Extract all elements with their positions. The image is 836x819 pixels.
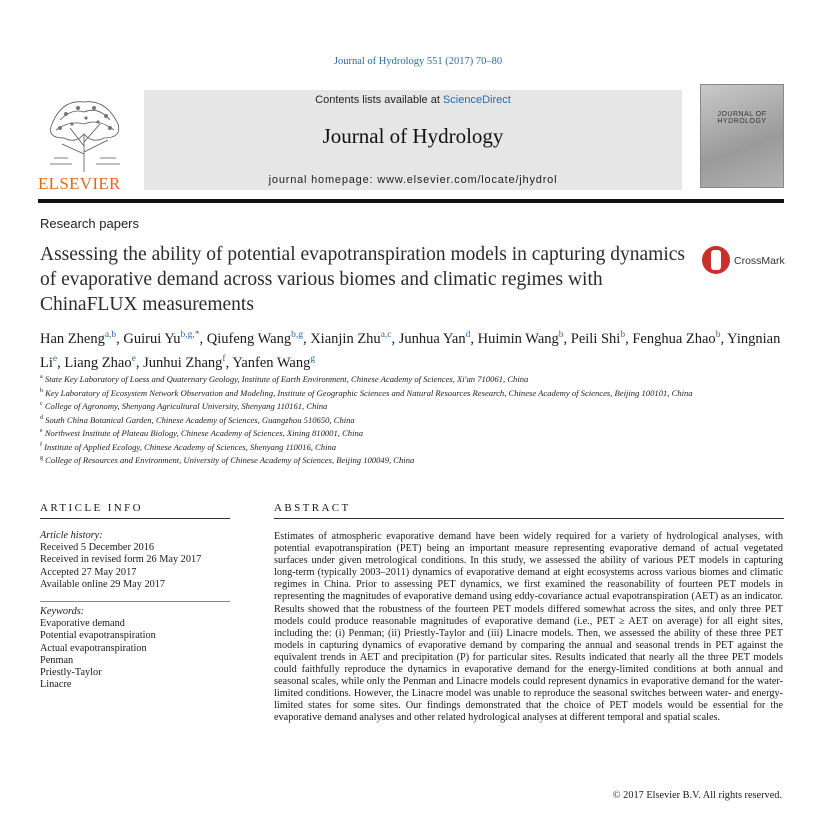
affiliation-text: South China Botanical Garden, Chinese Academy of Sciences, Guangzhou 510650, China — [45, 414, 355, 425]
affiliation-item — [40, 440, 784, 454]
abstract-top-rule — [274, 518, 784, 519]
publisher-wordmark: ELSEVIER — [38, 174, 121, 193]
author-affiliation-marker[interactable]: e — [131, 353, 136, 364]
journal-cover-image[interactable] — [700, 84, 784, 188]
cover-title — [701, 111, 783, 125]
affiliation-item — [40, 413, 784, 427]
keyword-item: Priestly-Taylor — [40, 667, 102, 679]
author-affiliation-marker[interactable]: b — [558, 330, 564, 340]
cover-text-line-1: JOURNAL OF — [717, 111, 767, 118]
author-affiliation-marker[interactable]: d — [465, 330, 471, 340]
article-section: Research papers — [40, 216, 139, 231]
affiliation-item — [40, 453, 784, 467]
author-name[interactable]: Han Zheng — [40, 330, 105, 347]
author-separator: , — [199, 330, 207, 347]
keywords-label: Keywords: — [40, 606, 85, 617]
journal-homepage-link[interactable]: journal homepage: www.elsevier.com/locate/jhydrol — [268, 174, 558, 186]
affiliation-key: a — [40, 374, 43, 380]
keyword-item: Actual evapotranspiration — [40, 642, 147, 654]
author-name[interactable]: Huimin Wang — [477, 330, 559, 347]
author-affiliation-marker[interactable]: a,c — [380, 330, 392, 340]
affiliation-text: College of Agronomy, Shenyang Agricultural University, Shenyang 110161, China — [44, 400, 328, 411]
article-history — [40, 530, 230, 591]
copyright-notice: © 2017 Elsevier B.V. All rights reserved. — [612, 790, 782, 801]
affiliation-item — [40, 372, 784, 386]
author-separator: , — [391, 330, 399, 347]
affiliation-key: c — [40, 401, 43, 408]
author-name[interactable]: Junhui Zhang — [143, 354, 223, 371]
author-affiliation-marker[interactable]: b — [620, 330, 626, 340]
abstract-text: Estimates of atmospheric evaporative demand have been widely required for a variety of hydrological analyses, with potential evapotranspiration (PET) being an important measure representing evaporative demand of actual vegetated surfaces under given metrological conditions. In this study, we assessed the ability of various PET models in capturing long-term (typically 2003–2011) dynamics of evaporative demand at eight ecosystems across various biomes and climatic regimes in China. Prior to assessing PET dynamics, we first examined the reasonability of fourteen PET models in representing the magnitudes of evaporative demand using eddy-covariance actual evapotranspiration (AET) as an indicator. Results showed that the robustness of the fourteen PET models differed somewhat across the sites, and only three PET models could produce reasonable magnitudes of evaporative demand (i.e., PET ≥ AET on average) for all eight sites, including the: (i) Penman; (ii) Priestly-Taylor and (iii) Linacre models. Then, we assessed the ability of these three PET models in capturing dynamics of evaporative demand by comparing the annual and seasonal trends in PET against the equivalent trends in AET and precipitation (P) for particular sites. Results indicated that nearly all the three PET models could faithfully reproduce the dynamics in evaporative demand for the energy-limited conditions at both annual and seasonal scales, while only the Penman and Linacre models could represent dynamics in evaporative demand for the water-limited conditions. However, the Linacre model was unable to reproduce the seasonal switches between water- and energy-limited states for some sites. Our findings demonstrated that the choice of PET models would be essential for the evaporative demand analyses and other related hydrological analyses at different temporal and spatial scales. — [274, 531, 783, 724]
history-item: Available online 29 May 2017 — [40, 578, 166, 590]
author-separator: , — [116, 330, 124, 347]
author-affiliation-marker[interactable]: e — [52, 353, 58, 364]
history-item: Received in revised form 26 May 2017 — [40, 554, 202, 566]
affiliation-text: State Key Laboratory of Loess and Quaternary Geology, Institute of Earth Environment, Chinese Academy of Sciences, Xi'an 710061, China — [44, 373, 529, 384]
author-name[interactable]: Yanfen Wang — [232, 354, 311, 371]
article-title: Assessing the ability of potential evapotranspiration models in capturing dynamics of evaporative demand across various biomes and climatic regimes with ChinaFLUX measurements — [40, 244, 685, 315]
journal-title: Journal of Hydrology — [322, 124, 504, 148]
author-name[interactable]: Peili Shi — [570, 330, 621, 347]
keyword-item: Penman — [40, 654, 74, 666]
affiliation-key: d — [40, 414, 43, 421]
author-name[interactable]: Liang Zhao — [64, 354, 132, 371]
journal-header — [38, 84, 784, 196]
author-separator: , — [563, 330, 571, 347]
affiliation-text: College of Resources and Environment, University of Chinese Academy of Sciences, Beijing 100049, China — [45, 455, 415, 466]
journal-banner — [144, 90, 682, 190]
affiliation-text: Northwest Institute of Plateau Biology, Chinese Academy of Sciences, Xining 810001, China — [44, 428, 364, 439]
author-affiliation-marker[interactable]: a,b — [104, 330, 117, 340]
author-name[interactable]: Qiufeng Wang — [206, 330, 292, 347]
affiliation-key: g — [40, 455, 43, 462]
author-separator: , — [302, 330, 311, 347]
author-list — [40, 325, 784, 373]
keyword-item: Linacre — [40, 679, 72, 691]
affiliation-item — [40, 426, 784, 440]
header-rule — [38, 199, 784, 203]
author-name[interactable]: Fenghua Zhao — [632, 330, 716, 347]
affiliation-list — [40, 372, 784, 467]
journal-citation[interactable]: Journal of Hydrology 551 (2017) 70–80 — [333, 56, 503, 67]
history-item: Accepted 27 May 2017 — [40, 566, 137, 578]
affiliation-key: e — [40, 428, 43, 435]
author-separator: , — [470, 330, 478, 347]
keyword-list — [40, 606, 230, 691]
author-affiliation-marker[interactable]: b — [715, 330, 721, 340]
author-separator: , — [225, 354, 233, 371]
author-separator: , — [720, 330, 728, 347]
abstract-heading: ABSTRACT — [274, 502, 351, 514]
author-affiliation-marker[interactable]: b,g — [291, 330, 303, 340]
author-name[interactable]: Yingnian Li — [40, 330, 781, 371]
author-name[interactable]: Xianjin Zhu — [310, 330, 381, 347]
author-separator: , — [625, 330, 633, 347]
crossmark-icon — [702, 246, 730, 274]
author-name[interactable]: Junhua Yan — [398, 330, 466, 347]
contents-prefix: Contents lists available at — [315, 94, 443, 106]
sciencedirect-link[interactable]: ScienceDirect — [442, 94, 511, 106]
elsevier-tree-icon — [42, 94, 126, 172]
elsevier-logo[interactable] — [38, 88, 138, 192]
crossmark-label: CrossMark — [734, 255, 785, 267]
affiliation-key: b — [40, 387, 43, 394]
cover-text-line-2: HYDROLOGY — [717, 118, 767, 125]
contents-line — [144, 94, 682, 106]
author-name[interactable]: Guirui Yu — [123, 330, 181, 347]
history-label: Article history: — [40, 530, 103, 541]
author-separator: , — [57, 354, 65, 371]
author-affiliation-marker[interactable]: f — [222, 353, 226, 364]
keyword-item: Evaporative demand — [40, 618, 125, 630]
author-affiliation-marker[interactable]: b,g,* — [180, 330, 200, 340]
author-affiliation-marker[interactable]: g — [310, 353, 316, 364]
article-info-top-rule — [40, 518, 230, 519]
keywords-rule — [40, 601, 230, 602]
affiliation-text: Key Laboratory of Ecosystem Network Observation and Modeling, Institute of Geographic Sciences and Natural Resources Research, Chinese Academy of Sciences, Beijing 100101, China — [45, 387, 693, 398]
affiliation-text: Institute of Applied Ecology, Chinese Academy of Sciences, Shenyang 110016, China — [44, 441, 337, 452]
history-item: Received 5 December 2016 — [40, 542, 155, 554]
affiliation-key: f — [40, 441, 42, 448]
affiliation-item — [40, 386, 784, 400]
keyword-item: Potential evapotranspiration — [40, 630, 156, 642]
author-separator: , — [135, 354, 144, 371]
affiliation-item — [40, 399, 784, 413]
article-info-heading: ARTICLE INFO — [40, 502, 143, 514]
